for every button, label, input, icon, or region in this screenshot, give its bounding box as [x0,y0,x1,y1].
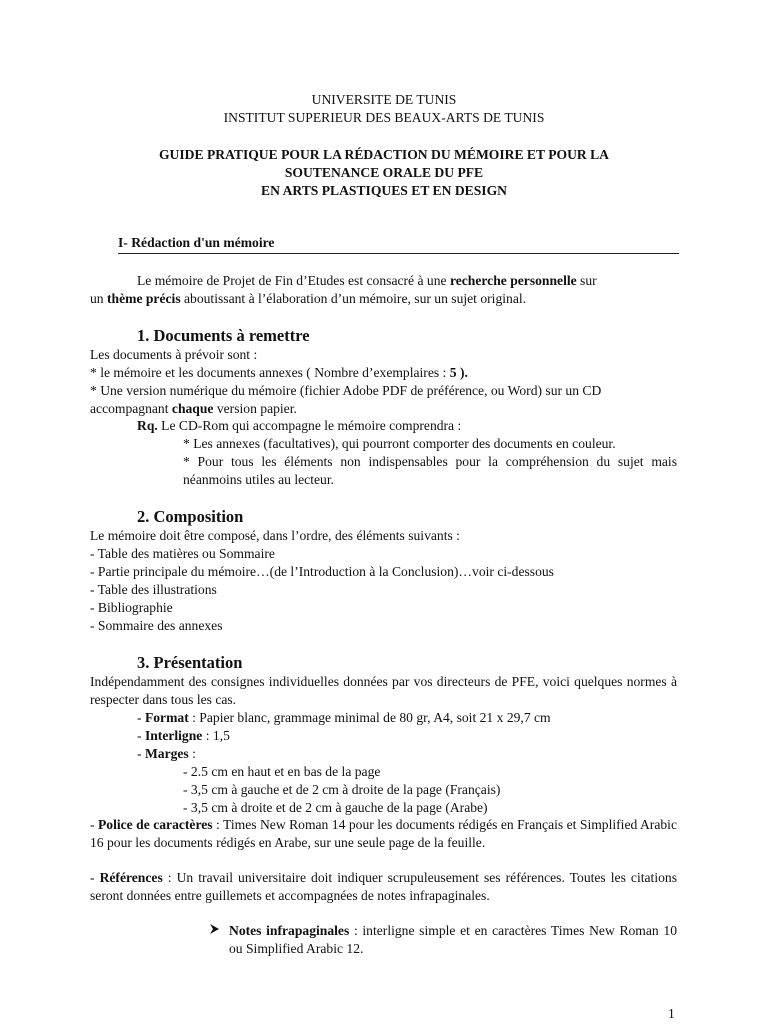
s2-intro: Le mémoire doit être composé, dans l’ordre, des éléments suivants : [90,528,460,543]
intro-line-1: Le mémoire de Projet de Fin d’Etudes est consacré à une recherche personnelle sur [137,273,597,288]
institute-name: INSTITUT SUPERIEUR DES BEAUX-ARTS DE TUNIS [223,110,545,125]
s1-line-1: Les documents à prévoir sont : [90,347,258,362]
list-item: - Partie principale du mémoire…(de l’Introduction à la Conclusion)…voir ci-dessous [90,564,554,579]
s1-remark-item-1: * Les annexes (facultatives), qui pourront comporter des documents en couleur. [183,436,616,451]
s1-remark-item-2: * Pour tous les éléments non indispensables pour la compréhension du sujet mais néanmoins utiles au lecteur. [183,454,677,487]
part-heading: I- Rédaction d'un mémoire [118,235,275,250]
page-number: 1 [668,1006,675,1021]
list-item: - Bibliographie [90,600,173,615]
s3-intro: Indépendamment des consignes individuelles données par vos directeurs de PFE, voici quelques normes à respecter dans tous les cas. [90,674,677,707]
title-line-3: EN ARTS PLASTIQUES ET EN DESIGN [261,183,507,198]
notes-item: Notes infrapaginales : interligne simple et en caractères Times New Roman 10 ou Simplified Arabic 12. [229,923,677,956]
police-item: - Police de caractères : Times New Roman 14 pour les documents rédigés en Français et Simplified Arabic 16 pour les documents rédigés en Arabe, sur une seule page de la feuille. [90,817,677,850]
s1-line-3: * Une version numérique du mémoire (fichier Adobe PDF de préférence, ou Word) sur un CD [90,383,602,398]
format-item: - Format : Papier blanc, grammage minimal de 80 gr, A4, soit 21 x 29,7 cm [137,710,551,725]
marge-item: - 3,5 cm à gauche et de 2 cm à droite de la page (Français) [183,782,501,797]
list-item: - Sommaire des annexes [90,618,223,633]
heading-underline [118,253,679,254]
s1-remark: Rq. Le CD-Rom qui accompagne le mémoire comprendra : [137,418,462,433]
interligne-item: - Interligne : 1,5 [137,728,230,743]
title-line-2: SOUTENANCE ORALE DU PFE [284,165,484,180]
marge-item: - 3,5 cm à droite et de 2 cm à gauche de la page (Arabe) [183,800,488,815]
title-line-1: GUIDE PRATIQUE POUR LA RÉDACTION DU MÉMOIRE ET POUR LA [158,147,609,162]
section-1-heading: 1. Documents à remettre [137,326,310,345]
references-item: - Références : Un travail universitaire doit indiquer scrupuleusement ses références. Toutes les citations seront données entre guillemets et accompagnées de notes infrapaginales. [90,870,677,903]
intro-line-2: un thème précis aboutissant à l’élaboration d’un mémoire, sur un sujet original. [90,291,527,306]
list-item: - Table des matières ou Sommaire [90,546,275,561]
s1-line-2: * le mémoire et les documents annexes ( Nombre d’exemplaires : 5 ). [90,365,468,380]
section-2-heading: 2. Composition [137,507,244,526]
section-3-heading: 3. Présentation [137,653,243,672]
university-name: UNIVERSITE DE TUNIS [311,92,457,107]
marge-item: - 2.5 cm en haut et en bas de la page [183,764,381,779]
arrow-bullet-icon [209,922,220,940]
s1-line-4: accompagnant chaque version papier. [90,401,297,416]
marges-item: - Marges : [137,746,196,761]
list-item: - Table des illustrations [90,582,217,597]
